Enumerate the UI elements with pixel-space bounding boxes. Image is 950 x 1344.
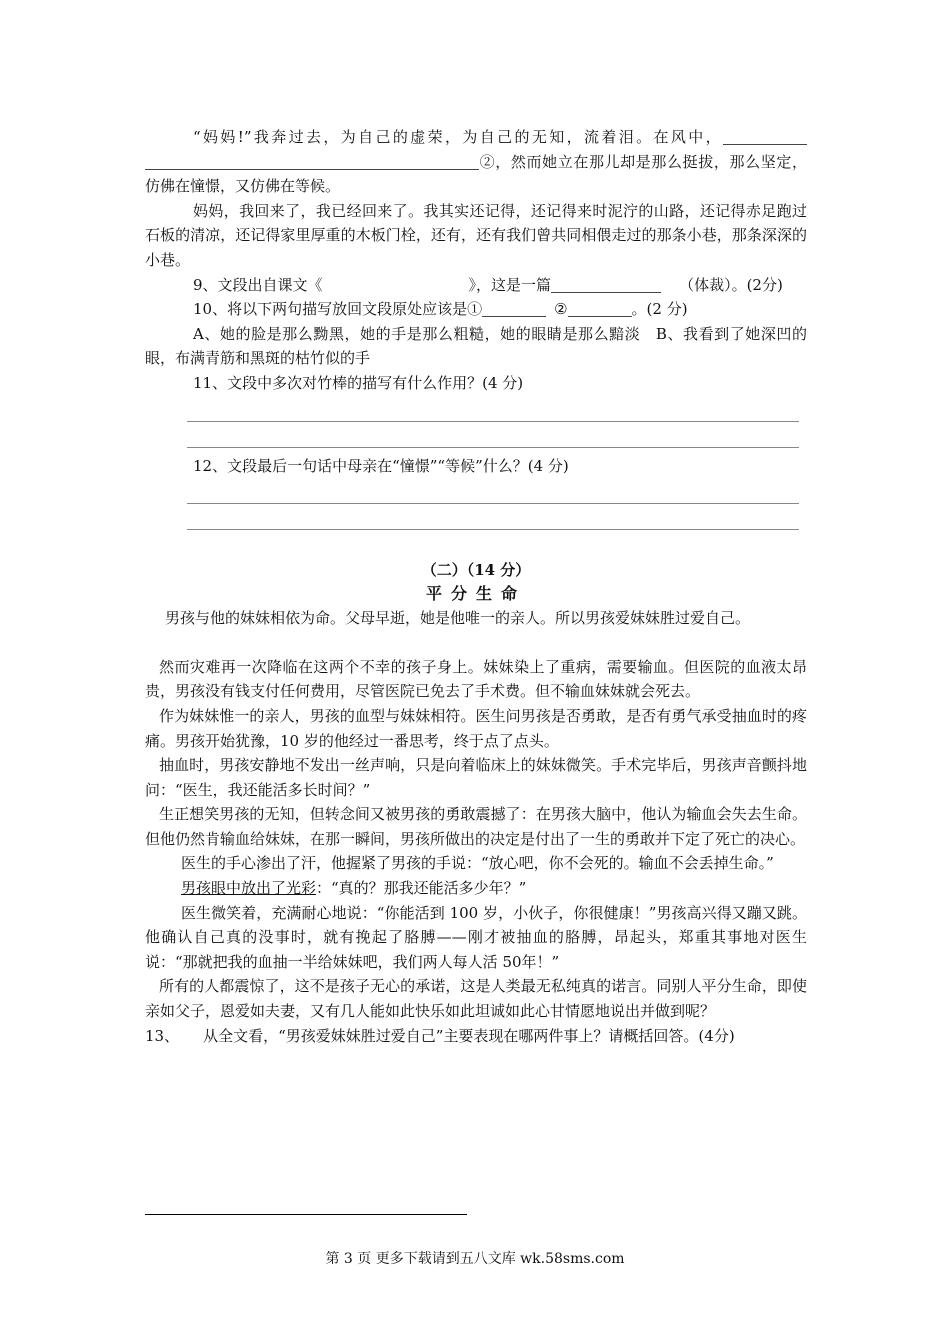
underlined-sentence: 男孩眼中放出了光彩 (181, 879, 317, 898)
answer-line[interactable] (187, 422, 799, 448)
page-footer: 第 3 页 更多下载请到五八文库 wk.58sms.com (325, 1251, 625, 1267)
passage-paragraph: 作为妹妹惟一的亲人，男孩的血型与妹妹相符。医生问男孩是否勇敢，是否有勇气承受抽血时的疼痛。男孩开始犹豫，10 岁的他经过一番思考，终于点了点头。 (145, 706, 807, 750)
footnote-rule (145, 1214, 467, 1215)
passage-paragraph: 医生微笑着，充满耐心地说：“你能活到 100 岁，小伙子，你很健康！”男孩高兴得又蹦又跳。他确认自己真的没事时，就有挽起了胳膊——刚才被抽血的胳膊，昂起头，郑重其事地对医生说：“那就把我的血抽一半给妹妹吧，我们两人每人活 50年！” (145, 903, 807, 971)
fill-blank[interactable] (482, 299, 546, 317)
section-heading: （二）（14 分） (421, 561, 531, 580)
fill-blank[interactable] (723, 127, 807, 145)
passage-paragraph: 妈妈，我回来了，我已经回来了。我其实还记得，还记得来时泥泞的山路，还记得赤足跑过石板的清凉，还记得家里厚重的木板门栓，还有，还有我们曾共同相偎走过的那条小巷，那条深深的小巷。 (145, 201, 807, 269)
passage-title: 平分生命 (425, 584, 526, 604)
answer-line[interactable] (187, 478, 799, 504)
fill-blank[interactable] (145, 152, 479, 170)
passage-paragraph: 然而灾难再一次降临在这两个不幸的孩子身上。妹妹染上了重病，需要输血。但医院的血液太昂贵，男孩没有钱支付任何费用，尽管医院已免去了手术费。但不输血妹妹就会死去。 (145, 657, 807, 701)
question-10: 10、将以下两句描写放回文段原处应该是① ② 。(2 分) (193, 300, 688, 319)
answer-line[interactable] (187, 504, 799, 530)
question-10-options: A、她的脸是那么黝黑，她的手是那么粗糙，她的眼睛是那么黯淡 B、我看到了她深凹的眼，布满青筋和黑斑的枯竹似的手 (145, 324, 807, 368)
question-13: 13、 从全文看，“男孩爱妹妹胜过爱自己”主要表现在哪两件事上？请概括回答。(4分) (145, 1026, 735, 1045)
passage-paragraph: 生正想笑男孩的无知，但转念间又被男孩的勇敢震撼了：在男孩大脑中，他认为输血会失去生命。但他仍然肯输血给妹妹，在那一瞬间，男孩所做出的决定是付出了一生的勇敢并下定了死亡的决心。 (145, 805, 807, 848)
passage-paragraph: 抽血时，男孩安静地不发出一丝声响，只是向着临床上的妹妹微笑。手术完毕后，男孩声音颤抖地问：“医生，我还能活多长时间？” (145, 756, 807, 799)
passage-paragraph: 男孩眼中放出了光彩：“真的？那我还能活多少年？” (181, 879, 527, 898)
answer-line[interactable] (187, 396, 799, 422)
fill-blank[interactable] (568, 299, 632, 317)
passage-paragraph: 所有的人都震惊了，这不是孩子无心的承诺，这是人类最无私纯真的诺言。同别人平分生命，即使亲如父子，恩爱如夫妻，又有几人能如此快乐如此坦诚如此心甘情愿地说出并做到呢？ (145, 977, 807, 1021)
question-11: 11、文段中多次对竹棒的描写有什么作用？(4 分) (193, 373, 524, 392)
question-12: 12、文段最后一句话中母亲在“憧憬”“等候”什么？(4 分) (193, 456, 569, 475)
passage-paragraph: 男孩与他的妹妹相依为命。父母早逝，她是他唯一的亲人。所以男孩爱妹妹胜过爱自己。 (165, 609, 751, 628)
passage-paragraph: “妈妈!”我奔过去，为自己的虚荣，为自己的无知，流着泪。在风中，②，然而她立在那儿却是那么挺拔，那么坚定，仿佛在憧憬，又仿佛在等候。 (145, 128, 807, 196)
document-body (145, 125, 807, 1048)
question-9: 9、文段出自课文《 》，这是一篇 （体裁）。(2分) (193, 275, 783, 294)
fill-blank[interactable] (551, 275, 661, 293)
passage-paragraph: 医生的手心渗出了汗，他握紧了男孩的手说：“放心吧，你不会死的。输血不会丢掉生命。” (181, 854, 774, 873)
